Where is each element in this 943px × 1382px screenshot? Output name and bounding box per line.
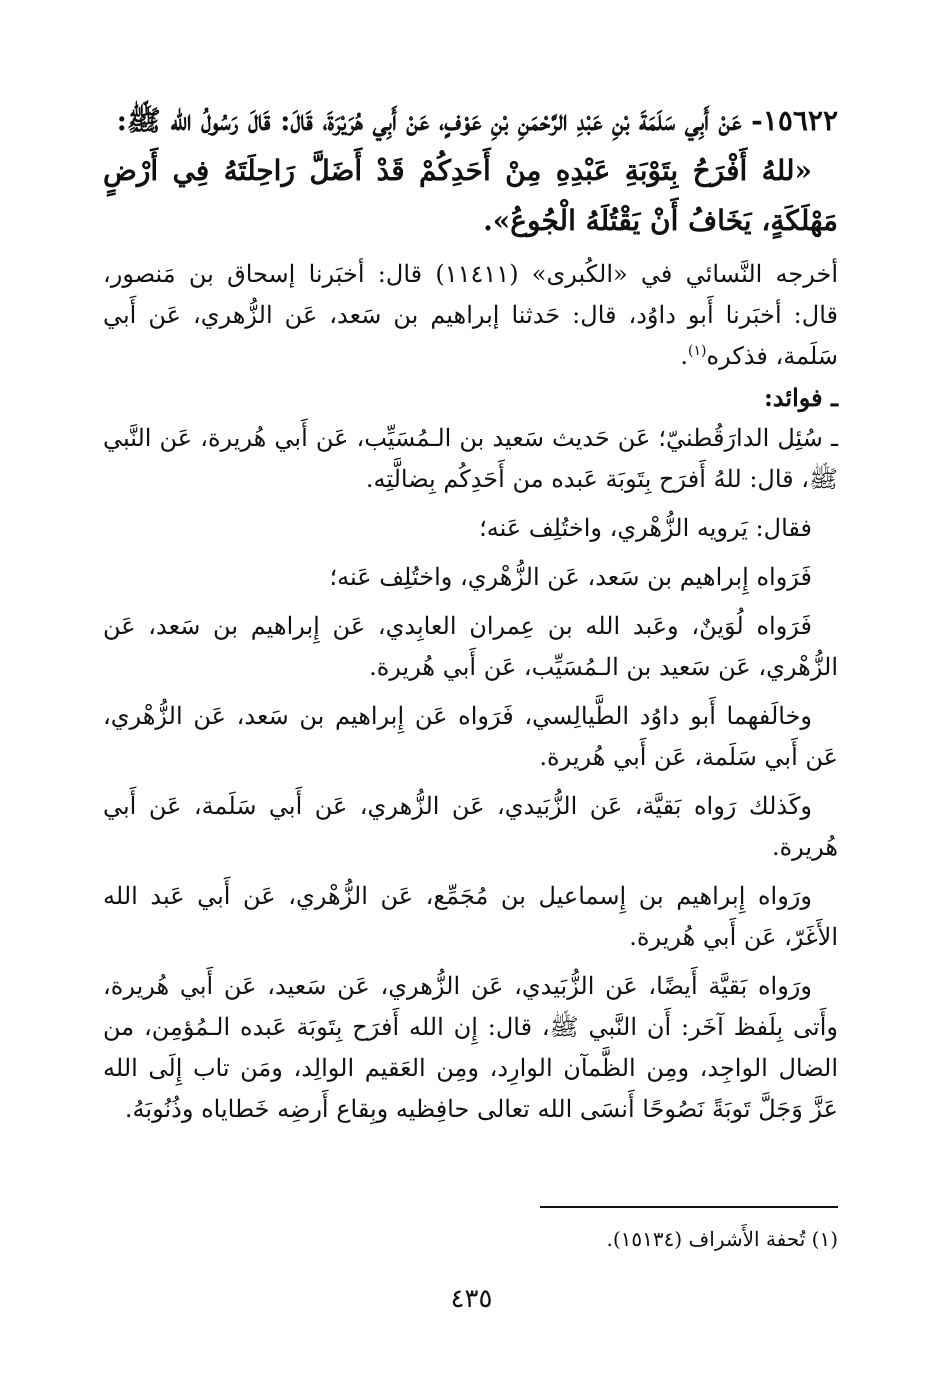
takhrij-paragraph xyxy=(103,254,838,377)
footnote-1: (١) تُحفة الأَشراف (١٥١٣٤). xyxy=(606,1227,838,1251)
takhrij-end: . xyxy=(680,342,689,370)
fawaid-paragraph-1: ـ سُئِل الدارَقُطنيّ؛ عَن حَديث سَعيد بن الـمُسَيِّب، عَن أَبي هُريرة، عَن النَّبي ﷺ، قال: للهُ أَفرَح بِتَوبَة عَبده من أَحَدِكُم بِضالَّتِه. xyxy=(103,424,838,493)
fawaid-paragraph-6: وكَذلك رَواه بَقيَّة، عَن الزُّبَيدي، عَن الزُّهري، عَن أَبي سَلَمة، عَن أَبي هُريرة. xyxy=(103,792,838,861)
fawaid-paragraph-2: فقال: يَرويه الزُّهْري، واختُلِف عَنه؛ xyxy=(479,514,812,542)
fawaid-paragraph-7: ورَواه إِبراهيم بن إِسماعيل بن مُجَمِّع، عَن الزُّهْري، عَن أَبي عَبد الله الأَغَرّ، عَن أَبي هُريرة. xyxy=(103,882,838,951)
hadith-matn: «للهُ أَفْرَحُ بِتَوْبَةِ عَبْدِهِ مِنْ أَحَدِكُمْ قَدْ أَضَلَّ رَاحِلَتَهُ فِي أَرْضٍ مَهْلَكَةٍ، يَخَافُ أَنْ يَقْتُلَهُ الْجُوعُ». xyxy=(103,154,838,237)
fawaid-paragraph-5: وخالَفهما أَبو داوُد الطَّيالِسي، فَرَواه عَن إِبراهيم بن سَعد، عَن الزُّهْري، عَن أَبي سَلَمة، عَن أَبي هُريرة. xyxy=(103,702,838,771)
fawaid-paragraph-8: ورَواه بَقيَّة أَيضًا، عَن الزُّبَيدي، عَن الزُّهري، عَن سَعيد، عَن أَبي هُريرة، وأَتى بِلَفظ آخَر: أَن النَّبي ﷺ، قال: إِن الله أَفرَح بِتَوبَة عَبده الـمُؤمِن، من الضال الواجِد، ومِن الظَّمآن الوارِد، ومِن العَقيم الوالِد، ومَن تاب إِلَى الله عَزَّ وَجَلَّ تَوبَةً نَصُوحًا أَنسَى الله تعالى حافِظيه وبِقاع أَرضِه خَطاياه وذُنُوبَهُ. xyxy=(103,972,838,1123)
page-number: ٤٣٥ xyxy=(450,1284,493,1314)
footnote-divider xyxy=(540,1206,838,1208)
main-text xyxy=(103,96,838,1130)
fawaid-paragraph-4: فَرَواه لُوَينٌ، وعَبد الله بن عِمران العابِدي، عَن إِبراهيم بن سَعد، عَن الزُّهْري، عَن سَعيد بن الـمُسَيِّب، عَن أَبي هُريرة. xyxy=(103,612,838,681)
takhrij-text: أخرجه النَّسائي في «الكُبرى» (١١٤١١) قال: أخبَرنا إسحاق بن مَنصور، قال: أخبَرنا أَبو داوُد، قال: حَدثنا إبراهيم بن سَعد، عَن الزُّهري، عَن أَبي سَلَمة، فذكره xyxy=(103,260,838,370)
footnote-marker[interactable]: (١) xyxy=(688,343,707,359)
fawaid-heading: ـ فوائد: xyxy=(763,383,838,412)
fawaid-paragraph-3: فَرَواه إِبراهيم بن سَعد، عَن الزُّهْري، واختُلِف عَنه؛ xyxy=(329,563,812,591)
hadith-header: ١٥٦٢٢- عَنْ أَبِي سَلَمَةَ بْنِ عَبْدِ الرَّحْمَنِ بْنِ عَوْفٍ، عَنْ أَبِي هُرَيْرَةَ، قَالَ: قَالَ رَسُولُ الله ﷺ: xyxy=(116,104,838,137)
